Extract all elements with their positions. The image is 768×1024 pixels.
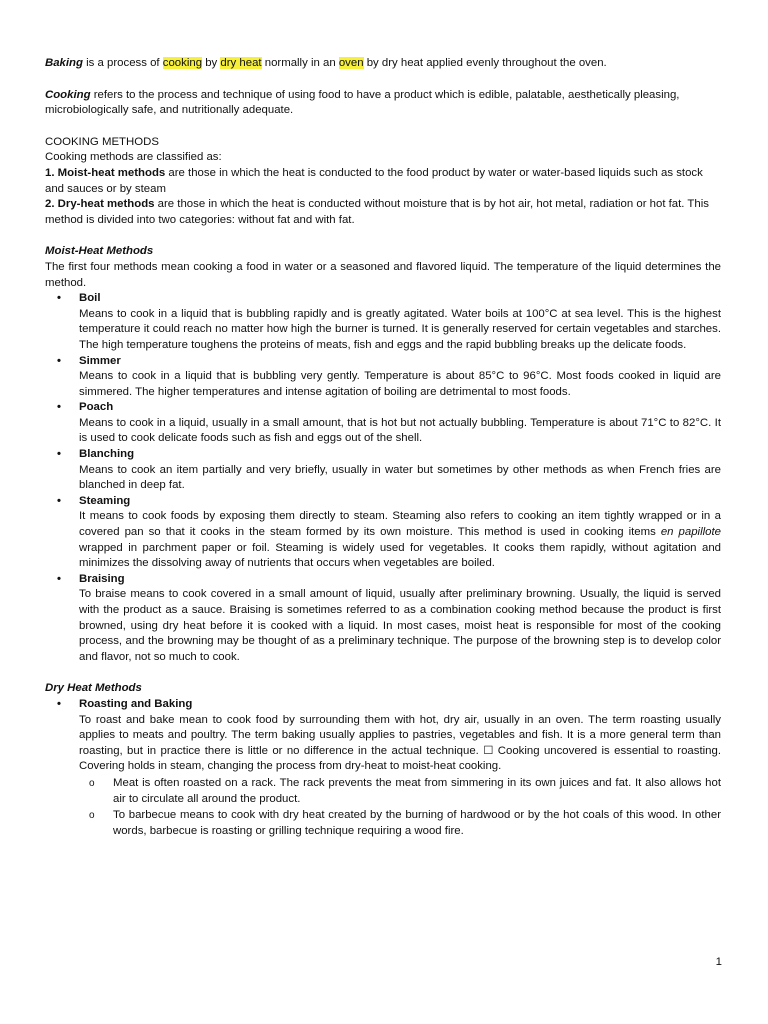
baking-term: Baking bbox=[45, 57, 83, 69]
bullet-icon: • bbox=[57, 401, 61, 414]
list-item: • Roasting and Baking To roast and bake mean to cook food by surrounding them with hot, dry air, usually in an oven. The term roasting usually applies to meats and poultry. The term baking usually applies to pastries, vegetables and fish. It is a more general term than roasting, but in practice there is little or no difference in the actual technique. ☐ Cooking uncovered is essential to roasting. Covering holds in steam, changing the process from dry-heat to moist-heat cooking. o Meat is often roasted on a rack. The rack prevents the meat from simmering in its own juices and fat. It also allows hot air to circulate all around the product. o To barbecue means to cook with dry heat created by the burning of hardwood or by the hot coals of this wood. In other words, barbecue is roasting or grilling technique requiring a wood fire. bbox=[45, 697, 721, 839]
cooking-term: Cooking bbox=[45, 88, 91, 101]
moist-heat-intro: The first four methods mean cooking a food in water or a seasoned and flavored liquid. The temperature of the liquid determines the method. bbox=[45, 260, 721, 289]
page-number: 1 bbox=[715, 956, 722, 968]
list-item: • Poach Means to cook in a liquid, usually in a small amount, that is hot but not actually bubbling. Temperature is about 71°C to 82°C. It is used to cook delicate foods such as fish and eggs out of the shell. bbox=[57, 401, 721, 445]
dry-heat-list bbox=[45, 697, 721, 839]
dry-heat-heading: Dry Heat Methods bbox=[45, 682, 142, 695]
list-item: • Steaming It means to cook foods by exposing them directly to steam. Steaming also refers to cooking an item tightly wrapped or in a covered pan so that it cooks in the steam formed by its own moisture. This method is used in cooking items en papillote wrapped in parchment paper or foil. Steaming is widely used for vegetables. It cooks them rapidly, without agitation and minimizes the dissolving away of nutrients that occurs when vegetables are boiled. bbox=[57, 494, 721, 570]
circle-bullet-icon: o bbox=[89, 810, 95, 822]
list-item: • Blanching Means to cook an item partially and very briefly, usually in water but sometimes by other methods as when French fries are blanched in deep fat. bbox=[57, 448, 721, 492]
baking-definition: Baking is a process of cooking by dry heat normally in an oven by dry heat applied evenly throughout the oven. bbox=[45, 57, 607, 69]
bullet-icon: • bbox=[57, 292, 61, 305]
bullet-icon: • bbox=[57, 572, 61, 585]
document-page bbox=[45, 56, 721, 839]
moist-heat-definition: 1. Moist-heat methods are those in which the heat is conducted to the food product by water or water-based liquids such as stock and sauces or by steam bbox=[45, 166, 703, 195]
cooking-methods-heading: COOKING METHODS bbox=[45, 135, 159, 148]
bullet-icon: • bbox=[57, 354, 61, 367]
sub-list-item: o To barbecue means to cook with dry heat created by the burning of hardwood or by the hot coals of this wood. In other words, barbecue is roasting or grilling technique requiring a wood fire. bbox=[89, 809, 721, 837]
highlight-cooking: cooking bbox=[162, 57, 203, 69]
bullet-icon: • bbox=[57, 494, 61, 507]
moist-heat-heading: Moist-Heat Methods bbox=[45, 245, 154, 258]
dry-heat-definition: 2. Dry-heat methods are those in which the heat is conducted without moisture that is by hot air, hot metal, radiation or hot fat. This method is divided into two categories: without fat and with fat. bbox=[45, 198, 709, 226]
circle-bullet-icon: o bbox=[89, 777, 95, 789]
roasting-sub-list bbox=[79, 776, 721, 839]
highlight-dry-heat: dry heat bbox=[220, 57, 262, 69]
bullet-icon: • bbox=[57, 448, 61, 461]
classified-line: Cooking methods are classified as: bbox=[45, 151, 222, 164]
list-item: • Braising To braise means to cook covered in a small amount of liquid, usually after preliminary browning. Usually, the liquid is served with the product as a sauce. Braising is sometimes referred to as a combination cooking method because the product is first browned, using dry heat before it is cooked with a liquid. In most cases, moist heat is responsible for most of the cooking process, and the browning may be thought of as a preliminary technique. The purpose of the browning step is to develop color and flavor, not so much to cook. bbox=[57, 572, 721, 663]
list-item: • Simmer Means to cook in a liquid that is bubbling very gently. Temperature is about 85°C to 96°C. Most foods cooked in liquid are simmered. The higher temperatures and intense agitation of boiling are detrimental to most foods. bbox=[57, 354, 721, 398]
moist-heat-list bbox=[45, 291, 721, 665]
sub-list-item: o Meat is often roasted on a rack. The rack prevents the meat from simmering in its own juices and fat. It also allows hot air to circulate all around the product. bbox=[89, 776, 721, 805]
bullet-icon: • bbox=[57, 697, 61, 710]
cooking-definition: Cooking refers to the process and technique of using food to have a product which is edible, palatable, aesthetically pleasing, microbiologically safe, and nutritionally adequate. bbox=[45, 88, 680, 117]
list-item: • Boil Means to cook in a liquid that is bubbling rapidly and is greatly agitated. Water boils at 100°C at sea level. This is the highest temperature it could reach no matter how high the burner is turned. It is generally reserved for certain vegetables and starches. The high temperature toughens the proteins of meats, fish and eggs and the rapid bubbling breaks up the delicate foods. bbox=[57, 292, 721, 351]
highlight-oven: oven bbox=[338, 57, 364, 69]
